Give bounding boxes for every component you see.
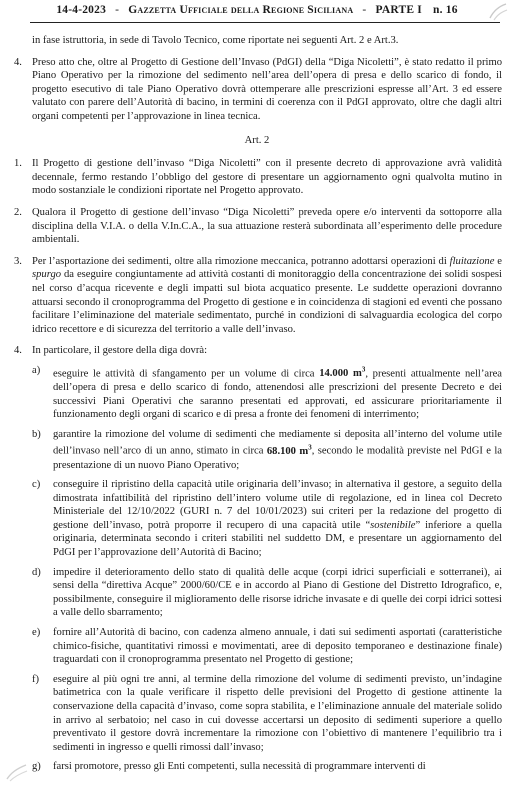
item-text-part: e [494, 255, 502, 267]
sub-item-text-part: , secondo le modalità previste nel PdGI e la presentazione di un nuovo Piano Operativo; [53, 445, 502, 471]
sub-item-text-part: ” inferiore a quella originaria, determinata secondo i criteri stabiliti nel suddetto DM, e presentare un aggiornamento del PdGI per l’approvazione dell’Autorità di Bacino; [53, 519, 502, 559]
sub-item [12, 673, 502, 755]
sub-item [12, 566, 502, 620]
header-number: n. 16 [433, 4, 458, 16]
article-item [12, 344, 502, 358]
sub-item-letter: d) [32, 566, 41, 578]
article-item [12, 157, 502, 198]
volume-value: 68.100 m [266, 445, 309, 457]
header-rule [30, 22, 500, 23]
intro-continuation [12, 34, 502, 48]
sub-item [12, 478, 502, 560]
item-number: 2. [14, 206, 22, 218]
sub-item-text-part: conseguire il ripristino della capacità utile originaria dell’invaso; in alternativa il gestore, a seguito della dimostrata infattibilità del ripristino dell’intero volume utile di regolazione, ed in linea col Decreto Ministeriale del 12/10/2022 (GURI n. 7 del 10/01/2023) sui criteri per la redazione del progetto di gestione dell’invaso, potrà proporre il recupero di una capacità utile “ [53, 479, 502, 531]
paragraph-number: 4. [14, 56, 22, 68]
item-number: 3. [14, 255, 22, 267]
article-heading: Art. 2 [244, 134, 270, 146]
header-title: Gazzetta Ufficiale della Regione Siciliana [128, 4, 354, 16]
signature-mark-icon [486, 0, 510, 24]
sub-item-text-part: , presenti attualmente nell’area dell’opera di presa e dello scarico di fondo, attenendosi alle prescrizioni del presente Decreto e dei successivi Piani Operativi che saranno presentati ed approvati, ed assicurare prioritariamente il funzionamento degli organi di scarico e di presa a fronte dei fenomeni di interrimento; [53, 368, 502, 421]
sub-item [12, 626, 502, 667]
item-italic-term: spurgo [32, 269, 62, 281]
signature-mark-icon [4, 759, 30, 783]
sub-item [12, 428, 502, 472]
item-number: 4. [14, 345, 22, 357]
sub-item-bold-volume [319, 365, 366, 380]
item-number: 1. [14, 158, 22, 170]
article-item [12, 206, 502, 247]
volume-unit-exponent: 3 [308, 443, 312, 452]
item-text-part: Per l’asportazione dei sedimenti, oltre alla rimozione meccanica, potranno adottarsi operazioni di [32, 255, 450, 267]
item-text: Qualora il Progetto di gestione dell’invaso “Diga Nicoletti” preveda opere e/o interventi da sottoporre alla disciplina della V.I.A. o della V.In.C.A., la sua attuazione resterà subordinata all’esperimento delle procedure ambientali. [32, 206, 502, 246]
sub-item [12, 760, 502, 774]
sub-item-italic-term: sostenibile [370, 519, 416, 531]
header-separator: - [362, 4, 367, 16]
sub-item [12, 364, 502, 422]
sub-item-text-part: garantire la rimozione del volume di sedimenti che mediamente si deposita all’interno del volume utile dell’invaso nell’arco di un anno, stimato in circa [53, 428, 502, 457]
page-header [0, 4, 514, 20]
sub-item-letter: f) [32, 673, 40, 685]
volume-unit-exponent: 3 [361, 365, 366, 374]
sub-item-letter: a) [32, 364, 41, 376]
item-text: In particolare, il gestore della diga dovrà: [32, 345, 208, 357]
document-body [12, 34, 502, 780]
sub-item-letter: b) [32, 428, 41, 440]
sub-item-text: fornire all’Autorità di bacino, con cadenza almeno annuale, i dati sui sedimenti asportati (caratteristiche chimico-fisiche, quantitativi rimossi e movimentati, aree di deposito temporaneo e destinazione finale) traguardati con il cronoprogramma presentato nel Progetto di gestione; [53, 627, 502, 666]
volume-value: 14.000 m [319, 368, 362, 380]
sub-item-text: impedire il deterioramento dello stato di qualità delle acque (corpi idrici superficiali e sotterranei), ai sensi della “direttiva Acque” 2000/60/CE e in accordo al Piano di Gestione del Distretto Idrografico, e, possibilmente, conseguire il miglioramento delle risorse idriche invasate e di quelle dei corpi idrici sottesi a valle dello sbarramento; [53, 566, 502, 619]
item-text: Il Progetto di gestione dell’invaso “Diga Nicoletti” con il presente decreto di approvazione avrà validità decennale, fermo restando l’obbligo del gestore di presentare un aggiornamento ogni qualvolta mutino in modo sostanziale le condizioni riportate nel Progetto approvato. [32, 158, 502, 197]
sub-item-text: eseguire al più ogni tre anni, al termine della rimozione del volume di sedimenti previsto, un’indagine batimetrica con la quale verificare il rispetto delle previsioni del Progetto di gestione attinente la conservazione della capacità d’invaso, come sopra stabilita, e l’eliminazione annuale del materiale solido in arrivo al serbatoio; nel caso in cui dovesse accertarsi un deposito di sedimenti superiore a quello preventivato il gestore dovrà incrementare la rimozione con l’obiettivo di mantenere l’equilibrio tra i sedimenti in ingresso e quelli rimossi dall’invaso; [53, 673, 502, 753]
sub-item-text-part: eseguire le attività di sfangamento per un volume di circa [53, 368, 320, 380]
sub-item-letter: g) [32, 761, 41, 773]
intro-text: in fase istruttoria, in sede di Tavolo Tecnico, come riportate nei seguenti Art. 2 e Art.3. [32, 35, 399, 46]
paragraph-4 [12, 56, 502, 124]
article-item [12, 255, 502, 337]
paragraph-text: Preso atto che, oltre al Progetto di Gestione dell’Invaso (PdGI) della “Diga Nicoletti”, è stato redatto il primo Piano Operativo per la rimozione del sedimento nell’area dell’opera di presa e dello scarico di fondo, il progetto esecutivo di tale Piano Operativo dovrà ottemperare alle prescrizioni espresse all’Art. 3 ed essere valutato con parere dell’Autorità di bacino, in termini di coerenza con il PdGI approvato, oltre che dagli altri organi competenti per l’approvazione in linea tecnica. [32, 56, 502, 122]
header-separator: - [115, 4, 120, 16]
item-italic-term: fluitazione [449, 255, 495, 267]
header-date: 14-4-2023 [56, 4, 107, 16]
item-text-part: da eseguire congiuntamente ad attività costanti di monitoraggio della concentrazione dei solidi sospesi nel corso d’acqua ricevente e degli impatti sul biota acquatico presente. Le suddette operazioni dovranno attuarsi secondo il cronoprogramma del Progetto di gestione e in coincidenza di stagioni ed eventi che possano facilitare l’eliminazione del materiale sedimentato, purché in condizioni di salvaguardia ecologica del corpo idrico recettore e di sicurezza del territorio a valle dell’invaso. [32, 269, 502, 335]
sub-item-letter: e) [32, 627, 41, 639]
sub-item-text: farsi promotore, presso gli Enti competenti, sulla necessità di programmare interventi di [53, 761, 426, 773]
sub-item-bold-volume [266, 443, 312, 457]
header-part: PARTE I [375, 4, 422, 16]
sub-item-letter: c) [32, 479, 41, 491]
